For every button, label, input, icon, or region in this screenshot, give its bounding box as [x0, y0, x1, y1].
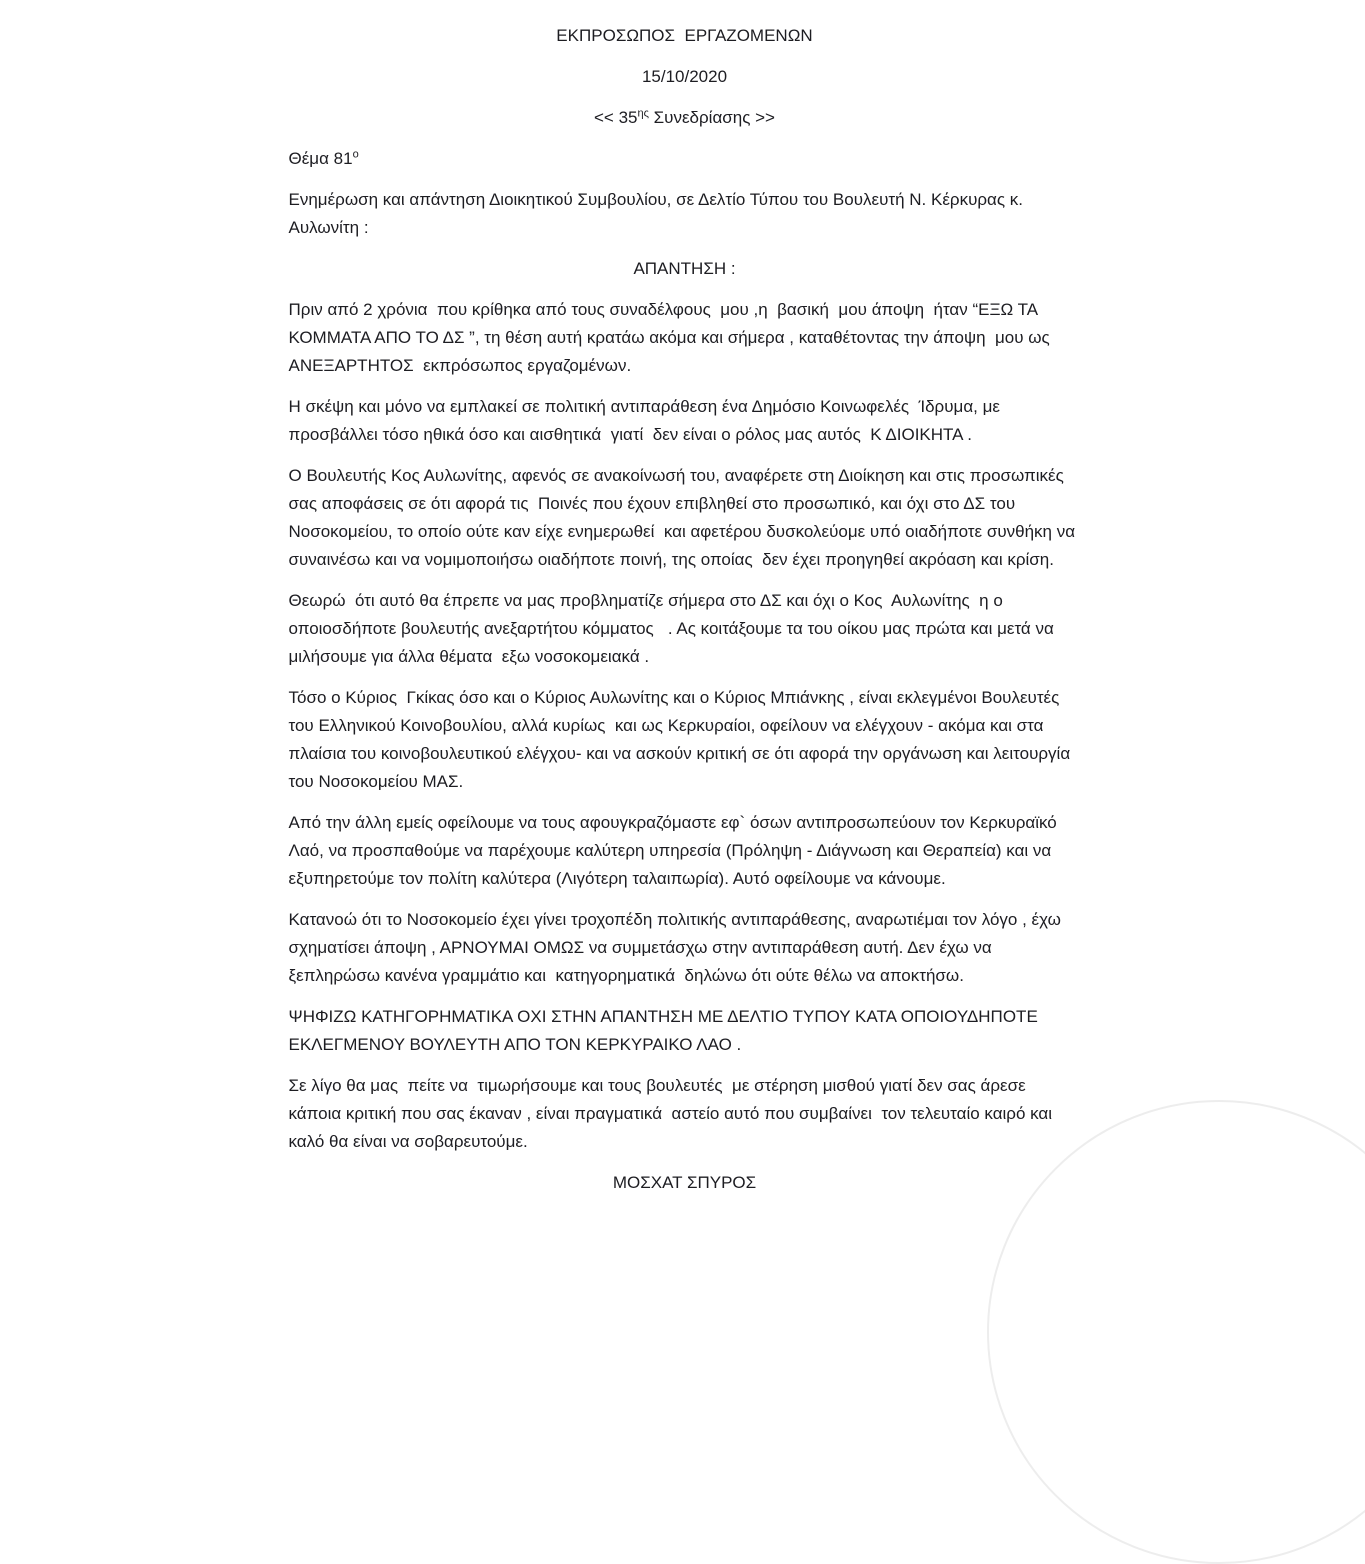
paragraph: Σε λίγο θα μας πείτε να τιμωρήσουμε και τους βουλευτές με στέρηση μισθού γιατί δεν σας άρεσε κάποια κριτική που σας έκαναν , είναι πραγματικά αστείο αυτό που συμβαίνει τον τελευταίο καιρό και καλό θα είναι να σοβαρευτούμε. [289, 1072, 1081, 1156]
topic-prefix: Θέμα 81 [289, 149, 353, 168]
paragraph: Από την άλλη εμείς οφείλουμε να τους αφουγκραζόμαστε εφ` όσων αντιπροσωπεύουν τον Κερκυραϊκό Λαό, να προσπαθούμε να παρέχουμε καλύτερη υπηρεσία (Πρόληψη - Διάγνωση και Θεραπεία) και να εξυπηρετούμε τον πολίτη καλύτερα (Λιγότερη ταλαιπωρία). Αυτό οφείλουμε να κάνουμε. [289, 809, 1081, 893]
paragraph: Θεωρώ ότι αυτό θα έπρεπε να μας προβληματίζε σήμερα στο ΔΣ και όχι ο Κος Αυλωνίτης η ο οποιοσδήποτε βουλευτής ανεξαρτήτου κόμματος . Ας κοιτάξουμε τα του οίκου μας πρώτα και μετά να μιλήσουμε για άλλα θέματα εξω νοσοκομειακά . [289, 587, 1081, 671]
document-date: 15/10/2020 [289, 63, 1081, 91]
topic-heading [289, 145, 1081, 173]
answer-heading: ΑΠΑΝΤΗΣΗ : [289, 255, 1081, 283]
topic-ordinal-suffix: ο [353, 148, 359, 160]
intro-paragraph: Ενημέρωση και απάντηση Διοικητικού Συμβουλίου, σε Δελτίο Τύπου του Βουλευτή Ν. Κέρκυρας κ. Αυλωνίτη : [289, 186, 1081, 242]
signature: ΜΟΣΧΑΤ ΣΠΥΡΟΣ [289, 1169, 1081, 1197]
paragraph: Ο Βουλευτής Κος Αυλωνίτης, αφενός σε ανακοίνωσή του, αναφέρετε στη Διοίκηση και στις προσωπικές σας αποφάσεις σε ότι αφορά τις Ποινές που έχουν επιβληθεί στο προσωπικό, και όχι στο ΔΣ του Νοσοκομείου, το οποίο ούτε καν είχε ενημερωθεί και αφετέρου δυσκολεύομε υπό οιαδήποτε συνθήκη να συναινέσω και να νομιμοποιήσω οιαδήποτε ποινή, της οποίας δεν έχει προηγηθεί ακρόαση και κρίση. [289, 462, 1081, 574]
session-suffix: Συνεδρίασης >> [649, 108, 775, 127]
paragraph: Κατανοώ ότι το Νοσοκομείο έχει γίνει τροχοπέδη πολιτικής αντιπαράθεσης, αναρωτιέμαι τον λόγο , έχω σχηματίσει άποψη , ΑΡΝΟΥΜΑΙ ΟΜΩΣ να συμμετάσχω στην αντιπαράθεση αυτή. Δεν έχω να ξεπληρώσω κανένα γραμμάτιο και κατηγορηματικά δηλώνω ότι ούτε θέλω να αποκτήσω. [289, 906, 1081, 990]
paragraph: ΨΗΦΙΖΩ ΚΑΤΗΓΟΡΗΜΑΤΙΚΑ ΟΧΙ ΣΤΗΝ ΑΠΑΝΤΗΣΗ ΜΕ ΔΕΛΤΙΟ ΤΥΠΟΥ ΚΑΤΑ ΟΠΟΙΟΥΔΗΠΟΤΕ ΕΚΛΕΓΜΕΝΟΥ ΒΟΥΛΕΥΤΗ ΑΠΟ ΤΟΝ ΚΕΡΚΥΡΑΙΚΟ ΛΑΟ . [289, 1003, 1081, 1059]
session-heading [289, 104, 1081, 132]
paragraph: Η σκέψη και μόνο να εμπλακεί σε πολιτική αντιπαράθεση ένα Δημόσιο Κοινωφελές Ίδρυμα, με προσβάλλει τόσο ηθικά όσο και αισθητικά γιατί δεν είναι ο ρόλος μας αυτός Κ ΔΙΟΙΚΗΤΑ . [289, 393, 1081, 449]
paragraph: Πριν από 2 χρόνια που κρίθηκα από τους συναδέλφους μου ,η βασική μου άποψη ήταν “ΕΞΩ ΤΑ ΚΟΜΜΑΤΑ ΑΠΟ ΤΟ ΔΣ ”, τη θέση αυτή κρατάω ακόμα και σήμερα , καταθέτοντας την άποψη μου ως ΑΝΕΞΑΡΤΗΤΟΣ εκπρόσωπος εργαζομένων. [289, 296, 1081, 380]
paragraph: Τόσο ο Κύριος Γκίκας όσο και ο Κύριος Αυλωνίτης και ο Κύριος Μπιάνκης , είναι εκλεγμένοι Βουλευτές του Ελληνικού Κοινοβουλίου, αλλά κυρίως και ως Κερκυραίοι, οφείλουν να ελέγχουν - ακόμα και στα πλαίσια του κοινοβουλευτικού ελέγχου- και να ασκούν κριτική σε ότι αφορά την οργάνωση και λειτουργία του Νοσοκομείου ΜΑΣ. [289, 684, 1081, 796]
document-title: ΕΚΠΡΟΣΩΠΟΣ ΕΡΓΑΖΟΜΕΝΩΝ [289, 22, 1081, 50]
session-ordinal-suffix: ης [638, 107, 649, 119]
document-page [257, 0, 1109, 1178]
session-prefix: << 35 [594, 108, 638, 127]
document-body [289, 22, 1081, 1210]
